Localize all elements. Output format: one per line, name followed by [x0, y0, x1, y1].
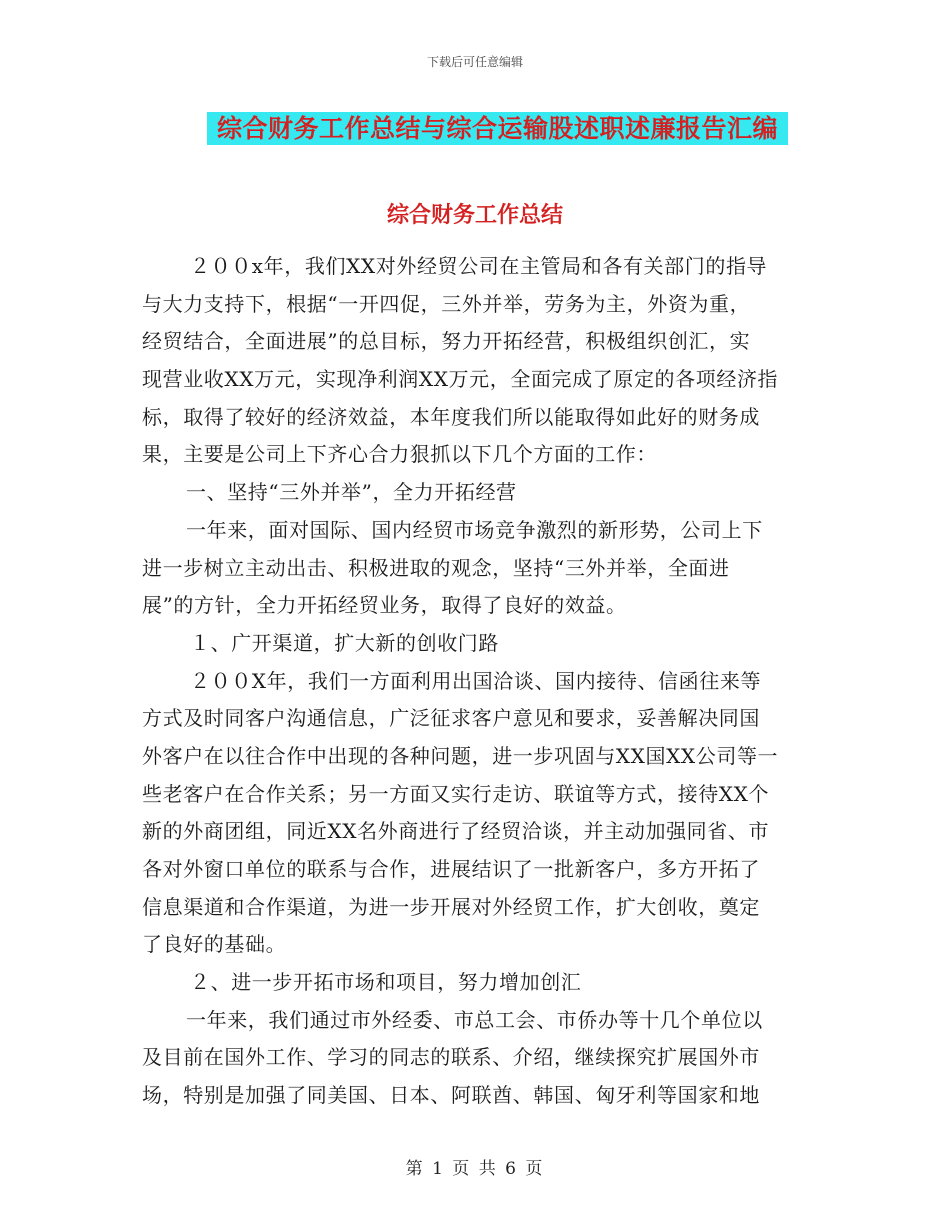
paragraph-line: ２００x年，我们XX对外经贸公司在主管局和各有关部门的指导	[190, 254, 768, 278]
subheading-line: ２、进一步开拓市场和项目，努力增加创汇	[190, 970, 582, 995]
paragraph-line: 进一步树立主动出击、积极进取的观念，坚持“三外并举，全面进	[142, 555, 730, 580]
subheading-line: １、广开渠道，扩大新的创收门路	[190, 630, 499, 655]
paragraph-line: 一年来，我们通过市外经委、市总工会、市侨办等十几个单位以	[186, 1007, 763, 1032]
paragraph-line: 方式及时同客户沟通信息，广泛征求客户意见和要求，妥善解决同国	[142, 706, 760, 731]
paragraph-line: ２００X年，我们一方面利用出国洽谈、国内接待、信函往来等	[190, 668, 762, 693]
paragraph-line: 与大力支持下，根据“一开四促，三外并举，劳务为主，外资为重，	[142, 291, 751, 316]
paragraph-line: 场，特别是加强了同美国、日本、阿联酋、韩国、匈牙利等国家和地	[142, 1083, 760, 1108]
paragraph-line: 了良好的基础。	[142, 932, 287, 957]
paragraph-line: 一年来，面对国际、国内经贸市场竞争激烈的新形势，公司上下	[186, 517, 763, 542]
paragraph-line: 信息渠道和合作渠道，为进一步开展对外经贸工作，扩大创收，奠定	[142, 894, 760, 919]
paragraph-line: 现营业收XX万元，实现净利润XX万元，全面完成了原定的各项经济指	[142, 367, 779, 392]
document-body	[142, 248, 807, 1115]
paragraph-line: 标，取得了较好的经济效益，本年度我们所以能取得如此好的财务成	[142, 404, 760, 429]
paragraph-line: 展”的方针，全力开拓经贸业务，取得了良好的效益。	[142, 593, 627, 618]
header-note: 下载后可任意编辑	[426, 55, 523, 69]
section-title: 综合财务工作总结	[386, 203, 563, 228]
paragraph-line: 外客户在以往合作中出现的各种问题，进一步巩固与XX国XX公司等一	[142, 743, 779, 768]
paragraph-line: 些老客户在合作关系；另一方面又实行走访、联谊等方式，接待XX个	[142, 781, 770, 806]
page-number: 第 1 页 共 6 页	[405, 1159, 545, 1179]
paragraph-line: 果，主要是公司上下齐心合力狠抓以下几个方面的工作：	[142, 442, 657, 467]
paragraph-line: 各对外窗口单位的联系与合作，进展结识了一批新客户，多方开拓了	[142, 857, 760, 881]
paragraph-line: 经贸结合，全面进展”的总目标，努力开拓经营，积极组织创汇，实	[142, 329, 751, 354]
subheading-line: 一、坚持“三外并举”，全力开拓经营	[186, 480, 517, 505]
paragraph-line: 新的外商团组，同近XX名外商进行了经贸洽谈，并主动加强同省、市	[142, 819, 770, 844]
paragraph-line: 及目前在国外工作、学习的同志的联系、介绍，继续探究扩展国外市	[142, 1045, 760, 1070]
document-title: 综合财务工作总结与综合运输股述职述廉报告汇编	[207, 112, 788, 145]
